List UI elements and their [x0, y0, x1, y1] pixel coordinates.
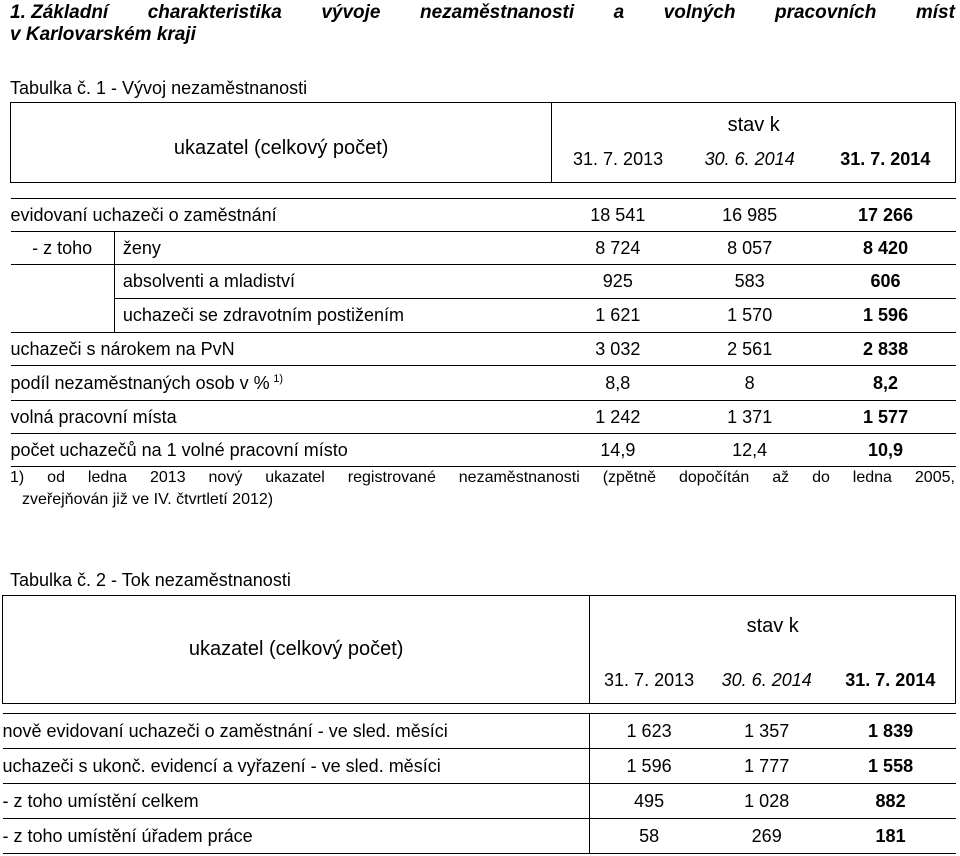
table1-cell: 2 838: [816, 333, 956, 366]
table1-row-label-cell: [11, 366, 552, 401]
table-row: [11, 366, 956, 401]
footnote-line-2: zveřejňován již ve IV. čtvrtletí 2012): [22, 491, 274, 508]
table-row: [11, 333, 956, 366]
table2-cell: 495: [590, 784, 708, 819]
table2-cell: 1 623: [590, 714, 708, 749]
table1-row-label: absolventi a mladiství: [114, 265, 552, 299]
table1-cell: 1 577: [816, 401, 956, 434]
word: až: [772, 469, 790, 486]
heading-line-2: v Karlovarském kraji: [10, 24, 196, 45]
table2: [2, 595, 956, 854]
footnote-ref: 1): [273, 372, 284, 385]
table1-cell: 8,2: [816, 366, 956, 401]
table2-date-2: 30. 6. 2014: [708, 658, 826, 704]
table1-caption: Tabulka č. 1 - Vývoj nezaměstnanosti: [10, 78, 308, 98]
word: do: [812, 469, 830, 486]
table1-cell: 18 541: [552, 199, 684, 232]
word: ledna: [852, 469, 892, 486]
table-row: [11, 401, 956, 434]
table-row: [3, 819, 956, 854]
table1-date-1: 31. 7. 2013: [552, 137, 684, 183]
table1-row-label: uchazeči s nárokem na PvN: [11, 333, 552, 366]
table1-cell: 8: [684, 366, 816, 401]
table1-cell: 16 985: [684, 199, 816, 232]
table1-row-label: evidovaní uchazeči o zaměstnání: [11, 199, 552, 232]
table2-row-label: - z toho umístění úřadem práce: [3, 819, 590, 854]
word: ukazatel: [265, 469, 325, 486]
table1-cell: 1 570: [684, 299, 816, 333]
word: volných: [663, 2, 736, 23]
table2-row-label: uchazeči s ukonč. evidencí a vyřazení - ve sled. měsíci: [3, 749, 590, 784]
table-row: [3, 714, 956, 749]
table-row: [11, 434, 956, 467]
table1-cell: 3 032: [552, 333, 684, 366]
table2-cell: 1 028: [708, 784, 826, 819]
table2-row-label: nově evidovaní uchazeči o zaměstnání - ve sled. měsíci: [3, 714, 590, 749]
table1-row-label: uchazeči se zdravotním postižením: [114, 299, 552, 333]
word: míst: [915, 2, 955, 23]
table1-cell: 583: [684, 265, 816, 299]
table2-date-1: 31. 7. 2013: [590, 658, 708, 704]
table1-cell: 1 621: [552, 299, 684, 333]
table1-cell: 14,9: [552, 434, 684, 467]
table1-row-label: volná pracovní místa: [11, 401, 552, 434]
table1-cell: 8 420: [816, 232, 956, 265]
table1-cell: 2 561: [684, 333, 816, 366]
table1-row-label: podíl nezaměstnaných osob v %: [10, 372, 270, 393]
table2-row-label: - z toho umístění celkem: [3, 784, 590, 819]
table2-cell: 1 839: [826, 714, 956, 749]
word: dopočítán: [679, 469, 750, 486]
table2-stav-label: stav k: [590, 596, 956, 658]
table1-cell: 1 596: [816, 299, 956, 333]
table2-date-3: 31. 7. 2014: [826, 658, 956, 704]
table1-cell: 8,8: [552, 366, 684, 401]
word: charakteristika: [147, 2, 282, 23]
table-row: [11, 265, 956, 299]
word: 1): [10, 469, 25, 486]
table1-stav-label: stav k: [552, 103, 956, 137]
word: 1. Základní: [10, 2, 109, 23]
table-row: [3, 784, 956, 819]
table1-date-2: 30. 6. 2014: [684, 137, 816, 183]
table1-header-label: ukazatel (celkový počet): [11, 103, 552, 183]
table2-cell: 58: [590, 819, 708, 854]
table2-cell: 269: [708, 819, 826, 854]
table1-cell: 925: [552, 265, 684, 299]
word: nový: [208, 469, 243, 486]
word: pracovních: [774, 2, 877, 23]
table-row: [11, 232, 956, 265]
table1-cell: 8 057: [684, 232, 816, 265]
table1: [10, 102, 956, 467]
table2-cell: 181: [826, 819, 956, 854]
table1-cell: 17 266: [816, 199, 956, 232]
table2-cell: 1 357: [708, 714, 826, 749]
word: a: [613, 2, 625, 23]
word: registrované: [347, 469, 436, 486]
table1-cell: 606: [816, 265, 956, 299]
footnote-line-1: [10, 467, 955, 489]
table1-cell: 10,9: [816, 434, 956, 467]
table2-header-label: ukazatel (celkový počet): [3, 596, 590, 704]
table1-date-3: 31. 7. 2014: [816, 137, 956, 183]
table-row: [11, 199, 956, 232]
word: 2013: [150, 469, 186, 486]
word: vývoje: [321, 2, 381, 23]
word: (zpětně: [602, 469, 657, 486]
table2-cell: 882: [826, 784, 956, 819]
word: nezaměstnanosti: [419, 2, 575, 23]
table2-cell: 1 596: [590, 749, 708, 784]
word: 2005,: [914, 469, 955, 486]
table1-cell: 12,4: [684, 434, 816, 467]
word: ledna: [87, 469, 128, 486]
table1-cell: 1 242: [552, 401, 684, 434]
table2-caption: Tabulka č. 2 - Tok nezaměstnanosti: [10, 570, 291, 590]
table1-row-label: ženy: [114, 232, 552, 265]
table-row: [11, 299, 956, 333]
heading-line-1: [10, 2, 955, 24]
table1-cell: 8 724: [552, 232, 684, 265]
table1-footnote: [10, 467, 955, 511]
section-heading: [10, 2, 955, 46]
table1-cell: 1 371: [684, 401, 816, 434]
table1-row-label: počet uchazečů na 1 volné pracovní místo: [11, 434, 552, 467]
table2-cell: 1 777: [708, 749, 826, 784]
table2-cell: 1 558: [826, 749, 956, 784]
table-row: [3, 749, 956, 784]
word: od: [47, 469, 65, 486]
word: nezaměstnanosti: [458, 469, 580, 486]
table1-row-prefix: - z toho: [11, 232, 115, 265]
